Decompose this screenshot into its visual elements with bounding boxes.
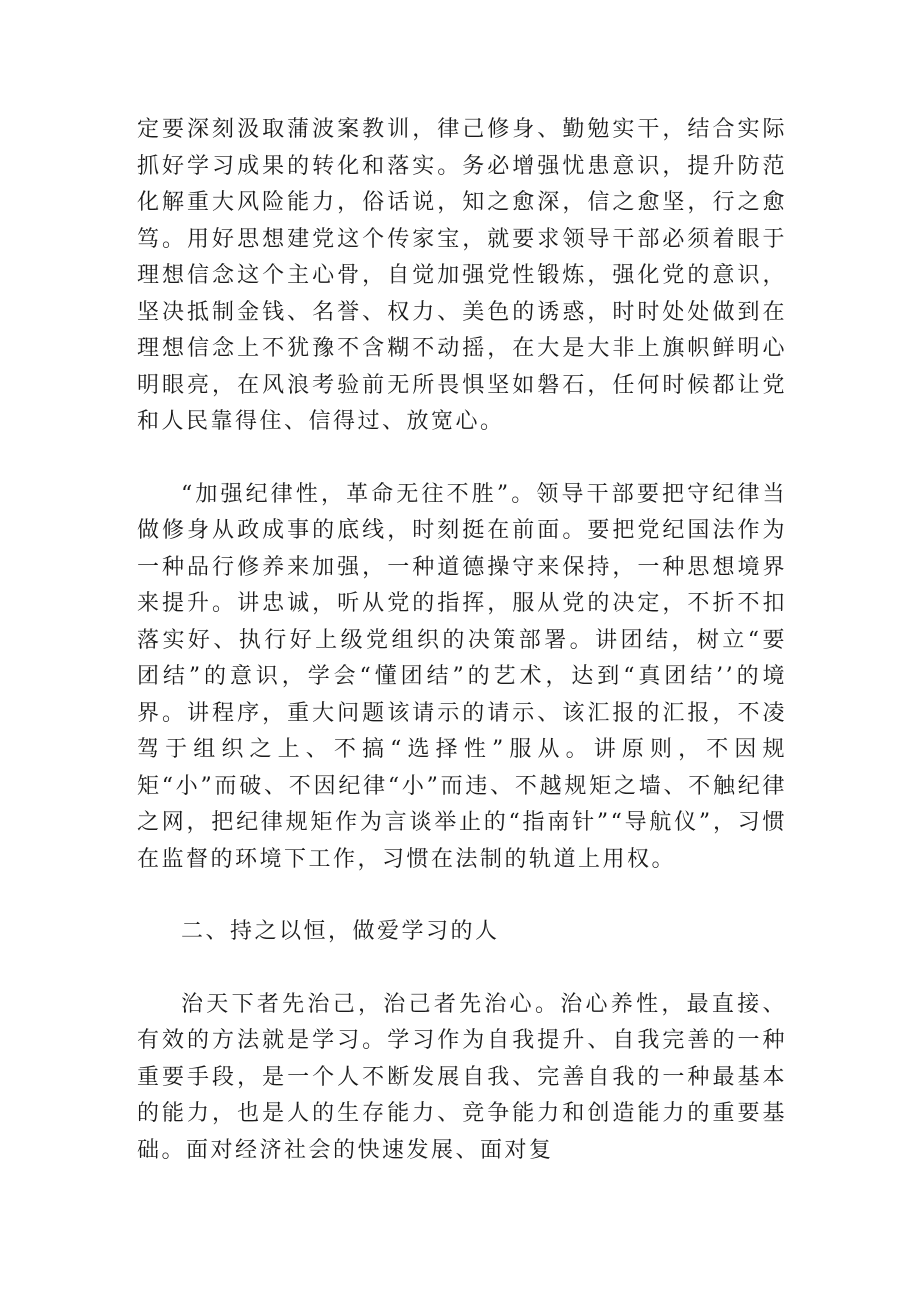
section-heading: 二、持之以恒，做爱学习的人 xyxy=(181,919,500,944)
paragraph-continuation: 定要深刻汲取蒲波案教训，律己修身、勤勉实干，结合实际抓好学习成果的转化和落实。务必增强忧患意识，提升防范化解重大风险能力，俗话说，知之愈深，信之愈坚，行之愈笃。用好思想建党这个传家宝，就要求领导干部必须着眼于理想信念这个主心骨，自觉加强党性锻炼，强化党的意识，坚决抵制金钱、名誉、权力、美色的诱惑，时时处处做到在理想信念上不犹豫不含糊不动摇，在大是大非上旗帜鲜明心明眼亮，在风浪考验前无所畏惧坚如磐石，任何时候都让党和人民靠得住、信得过、放宽心。 xyxy=(137,117,787,434)
paragraph-gap xyxy=(137,441,787,477)
paragraph-gap xyxy=(137,878,787,914)
document-body xyxy=(137,112,787,1169)
paragraph-learning: 治天下者先治己，治己者先治心。治心养性，最直接、有效的方法就是学习。学习作为自我提升、自我完善的一种重要手段，是一个人不断发展自我、完善自我的一种最基本的能力，也是人的生存能力、竞争能力和创造能力的重要基础。面对经济社会的快速发展、面对复 xyxy=(137,991,787,1163)
paragraph-gap xyxy=(137,951,787,987)
paragraph-discipline: “加强纪律性，革命无往不胜”。领导干部要把守纪律当做修身从政成事的底线，时刻挺在前面。要把党纪国法作为一种品行修养来加强，一种道德操守来保持，一种思想境界来提升。讲忠诚，听从党的指挥，服从党的决定，不折不扣落实好、执行好上级党组织的决策部署。讲团结，树立“要团结”的意识，学会“懂团结”的艺术，达到“真团结’’的境界。讲程序，重大问题该请示的请示、该汇报的汇报，不凌驾于组织之上、不搞“选择性”服从。讲原则，不因规矩“小”而破、不因纪律“小”而违、不越规矩之墙、不触纪律之网，把纪律规矩作为言谈举止的“指南针”“导航仪”，习惯在监督的环境下工作，习惯在法制的轨道上用权。 xyxy=(137,481,787,872)
